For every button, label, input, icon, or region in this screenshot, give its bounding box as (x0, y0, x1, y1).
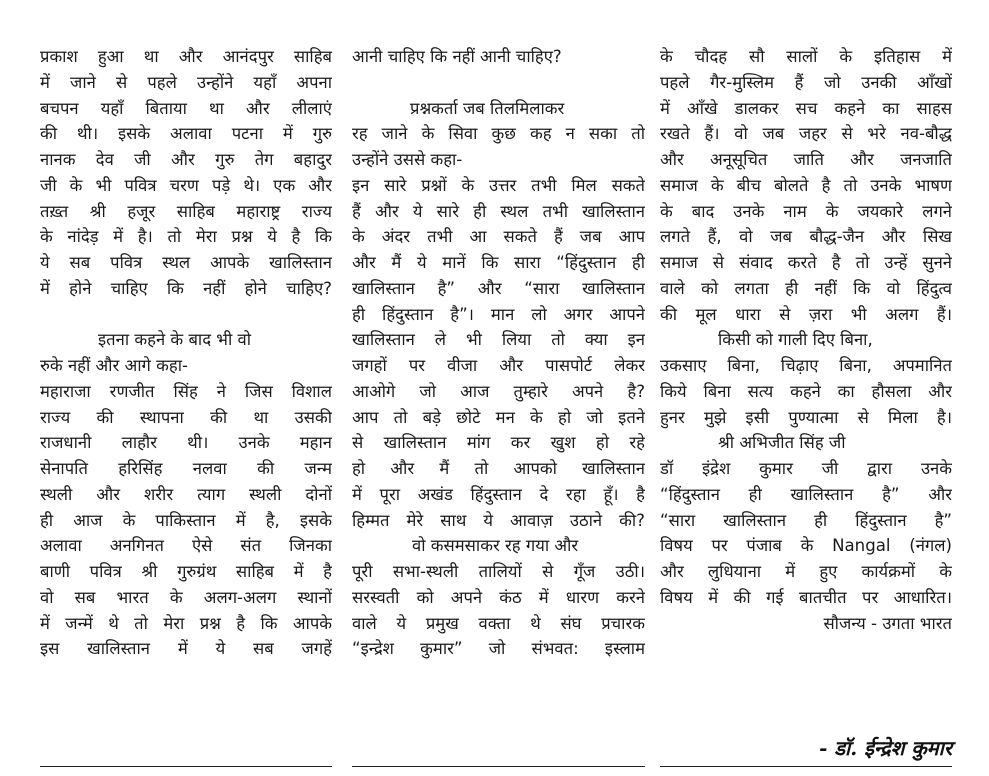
text-line: विषय पर पंजाब के Nangal (नंगल) (660, 536, 952, 556)
text-line: स्थली और शरीर त्याग स्थली दोनों (40, 484, 332, 504)
text-line: बचपन यहाँ बिताया था और लीलाएं (40, 98, 332, 118)
text-line: सरस्वती को अपने कंठ में धारण करने (352, 587, 645, 607)
text-line: हुनर मुझे इसी पुण्यात्मा से मिला है। (660, 407, 952, 427)
text-line: आनी चाहिए कि नहीं आनी चाहिए? (352, 47, 562, 66)
article-column-2 (352, 44, 645, 662)
text-line: ही आज के पाकिस्तान में है, इसके (40, 510, 332, 530)
text-line: इतना कहने के बाद भी वो (98, 330, 252, 350)
text-line: इन सारे प्रश्नों के उत्तर तभी मिल सकते (352, 175, 645, 195)
text-line: रह जाने के सिवा कुछ कह न सका तो (352, 124, 645, 144)
text-line: वाले को लगता ही नहीं कि वो हिंदुत्व (660, 278, 952, 298)
text-line: और लुधियाना में हुए कार्यक्रमों के (660, 562, 952, 581)
text-line: उकसाए बिना, चिढ़ाए बिना, अपमानित (660, 356, 952, 375)
text-line: विषय में की गई बातचीत पर आधारित। (660, 587, 952, 607)
text-line: पूरी सभा-स्थली तालियों से गूँज उठी। (352, 562, 645, 581)
text-line: अलावा अनगिनत ऐसे संत जिनका (40, 536, 332, 556)
text-line: बाणी पवित्र श्री गुरुग्रंथ साहिब में है (40, 562, 332, 581)
text-line: समाज के बीच बोलते है तो उनके भाषण (660, 175, 952, 195)
text-line: में जन्में थे तो मेरा प्रश्न है कि आपके (40, 613, 332, 633)
text-line: में पूरा अखंड हिंदुस्तान दे रहा हूँ। है (352, 484, 645, 504)
text-line: के चौदह सौ सालों के इतिहास में (660, 47, 952, 66)
text-line: आप तो बड़े छोटे मन के हो जो इतने (352, 407, 645, 427)
text-line: वो सब भारत के अलग-अलग स्थानों (40, 587, 332, 607)
text-line: और मैं ये मानें कि सारा “हिंदुस्तान ही (352, 253, 645, 272)
text-line: नानक देव जी और गुरु तेग बहादुर (40, 150, 332, 169)
text-line: में जाने से पहले उन्होंने यहाँ अपना (40, 72, 332, 92)
text-line: तख़्त श्री हजूर साहिब महाराष्ट्र राज्य (40, 201, 332, 221)
text-line: आओगे जो आज तुम्हारे अपने है? (352, 381, 645, 401)
article-column-1 (40, 44, 332, 662)
text-line: प्रकाश हुआ था और आनंदपुर साहिब (40, 47, 332, 66)
text-line: की थी। इसके अलावा पटना में गुरु (40, 124, 332, 144)
text-line: किये बिना सत्य कहने का हौसला और (660, 381, 952, 401)
text-line (352, 70, 645, 96)
text-line: जी के भी पवित्र चरण पड़े थे। एक और (40, 175, 332, 195)
text-line: की मूल धारा से ज़रा भी अलग हैं। (660, 304, 952, 324)
text-line: ये सब पवित्र स्थल आपके खालिस्तान (40, 253, 332, 272)
text-line: में आँखे डालकर सच कहने का साहस (660, 98, 952, 118)
text-line: जगहों पर वीजा और पासपोर्ट लेकर (352, 356, 645, 375)
text-line: “इन्द्रेश कुमार” जो संभवत: इस्लाम (352, 639, 645, 659)
text-line: लगते हैं, वो जब बौद्ध-जैन और सिख (660, 227, 952, 247)
column-rule-2 (352, 766, 645, 767)
text-line: रुके नहीं और आगे कहा- (40, 356, 188, 375)
text-line: वाले ये प्रमुख वक्ता थे संघ प्रचारक (352, 613, 645, 633)
text-line: राजधानी लाहौर थी। उनके महान (40, 433, 332, 453)
text-line: सौजन्य - उगता भारत (823, 613, 952, 633)
text-line: “हिंदुस्तान ही खालिस्तान है” और (660, 484, 952, 504)
text-line: महाराजा रणजीत सिंह ने जिस विशाल (40, 381, 332, 401)
author-signature: - डॉ. ईन्द्रेश कुमार (819, 736, 952, 760)
text-line: के अंदर तभी आ सकते हैं जब आप (352, 227, 645, 247)
text-line: “सारा खालिस्तान ही हिंदुस्तान है” (660, 510, 952, 530)
text-line: श्री अभिजीत सिंह जी (718, 433, 846, 453)
text-line: इस खालिस्तान में ये सब जगहें (40, 639, 332, 659)
text-line: खालिस्तान ले भी लिया तो क्या इन (352, 330, 645, 350)
text-line: राज्य की स्थापना की था उसकी (40, 407, 332, 427)
article-column-3 (660, 44, 952, 636)
text-line: किसी को गाली दिए बिना, (718, 330, 873, 350)
text-line: के नांदेड़ में है। तो मेरा प्रश्न ये है कि (40, 227, 332, 247)
text-line: खालिस्तान है” और “सारा खालिस्तान (352, 278, 645, 298)
text-line: हैं और ये सारे ही स्थल तभी खालिस्तान (352, 201, 645, 221)
text-line: रखते हैं। वो जब जहर से भरे नव-बौद्ध (660, 124, 952, 144)
text-line: समाज से संवाद करते है तो उन्हें सुनने (660, 253, 952, 272)
text-line: उन्होंने उससे कहा- (352, 150, 463, 169)
text-line: डॉ इंद्रेश कुमार जी द्वारा उनके (660, 459, 952, 478)
text-line: सेनापति हरिसिंह नलवा की जन्म (40, 459, 332, 478)
text-line: हिम्मत मेरे साथ ये आवाज़ उठाने की? (352, 510, 645, 530)
text-line: प्रश्नकर्ता जब तिलमिलाकर (410, 98, 565, 118)
text-line: और अनूसूचित जाति और जनजाति (660, 150, 952, 169)
text-line: में होने चाहिए कि नहीं होने चाहिए? (40, 278, 332, 298)
text-line: पहले गैर-मुस्लिम हैं जो उनकी आँखों (660, 72, 952, 92)
column-rule-3 (660, 766, 952, 767)
text-line: ही हिंदुस्तान है”। मान लो अगर आपने (352, 304, 645, 324)
text-line: से खालिस्तान मांग कर खुश हो रहे (352, 433, 645, 453)
text-line (40, 302, 332, 328)
text-line: के बाद उनके नाम के जयकारे लगने (660, 201, 952, 221)
text-line: हो और मैं तो आपको खालिस्तान (352, 459, 645, 478)
text-line: वो कसमसाकर रह गया और (412, 536, 579, 556)
column-rule-1 (40, 766, 332, 767)
